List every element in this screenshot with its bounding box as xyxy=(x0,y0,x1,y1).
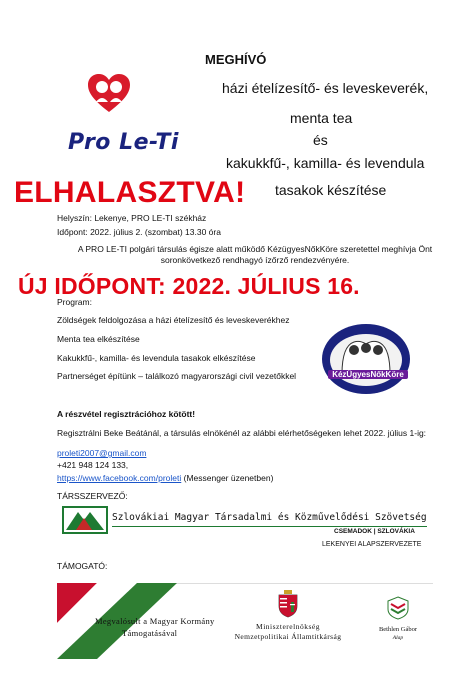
csemadok-sub: CSEMADOK | SZLOVÁKIA xyxy=(334,528,415,535)
co-organizer-branch: LEKENYEI ALAPSZERVEZETE xyxy=(322,541,422,548)
program-item: Partnerséget építünk – találkozó magyarországi civil vezetőkkel xyxy=(57,371,297,381)
badge-label: KézÜgyesNőkKöre xyxy=(328,370,408,379)
program-heading: Program: xyxy=(57,297,92,307)
postponed-banner: ELHALASZTVA! xyxy=(14,176,246,209)
program-item: Zöldségek feldolgozása a házi ételízesítő és leveskeverékhez xyxy=(57,315,290,325)
gov-support-line-2: Támogatásával xyxy=(122,628,178,638)
program-item: Kakukkfű-, kamilla- és levendula tasakok elkészítése xyxy=(57,353,256,363)
email-link[interactable]: proleti2007@gmail.com xyxy=(57,448,147,458)
bethlen-line-1: Bethlen Gábor xyxy=(378,626,418,633)
pro-leti-logo-icon xyxy=(86,72,132,114)
ministry-line-1: Miniszterelnökség xyxy=(256,622,320,631)
org-name: Pro Le-Ti xyxy=(68,130,179,155)
coat-of-arms-icon xyxy=(277,590,299,618)
time-text: Időpont: 2022. július 2. (szombat) 13.30 óra xyxy=(57,227,221,237)
co-organizer-name: Szlovákiai Magyar Társadalmi és Közművelődési Szövetség xyxy=(112,512,427,523)
sponsor-label: TÁMOGATÓ: xyxy=(57,561,108,571)
intro-line-2: soronkövetkező rendhagyó ízőrző rendezvényére. xyxy=(160,255,350,265)
co-organizer-label: TÁRSSZERVEZŐ: xyxy=(57,491,128,501)
program-item: Menta tea elkészítése xyxy=(57,334,140,344)
registration-heading: A részvétel regisztrációhoz kötött! xyxy=(57,409,196,419)
bethlen-logo-icon xyxy=(387,596,409,620)
phone-text: +421 948 124 133, xyxy=(57,460,129,470)
invite-line-4: kakukkfű-, kamilla- és levendula xyxy=(226,155,425,171)
place-text: Helyszín: Lekenye, PRO LE-TI székház xyxy=(57,213,207,223)
csemadok-logo-icon xyxy=(62,506,108,534)
new-date-banner: ÚJ IDŐPONT: 2022. JÚLIUS 16. xyxy=(18,273,360,299)
facebook-note: (Messenger üzenetben) xyxy=(181,473,274,483)
invite-line-5: tasakok készítése xyxy=(275,182,387,198)
invite-title: MEGHÍVÓ xyxy=(205,52,267,67)
bethlen-line-2: Alap xyxy=(392,635,404,641)
ministry-line-2: Nemzetpolitikai Államtitkárság xyxy=(234,632,342,641)
registration-text: Regisztrálni Beke Beátánál, a társulás elnökénél az alábbi elérhetőségeken lehet 2022. július 1-ig: xyxy=(57,428,427,438)
gov-support-line-1: Megvalósult a Magyar Kormány xyxy=(95,616,215,626)
facebook-link[interactable]: https://www.facebook.com/proleti xyxy=(57,473,182,483)
invite-line-3: és xyxy=(313,132,328,148)
invite-line-1: házi ételízesítő- és leveskeverék, xyxy=(222,80,429,96)
kezugyes-badge-icon xyxy=(320,322,412,396)
invite-line-2: menta tea xyxy=(290,110,353,126)
intro-line-1: A PRO LE-TI polgári társulás égisze alatt működő KézügyesNőkKöre szeretettel meghívja Önt xyxy=(77,244,433,254)
